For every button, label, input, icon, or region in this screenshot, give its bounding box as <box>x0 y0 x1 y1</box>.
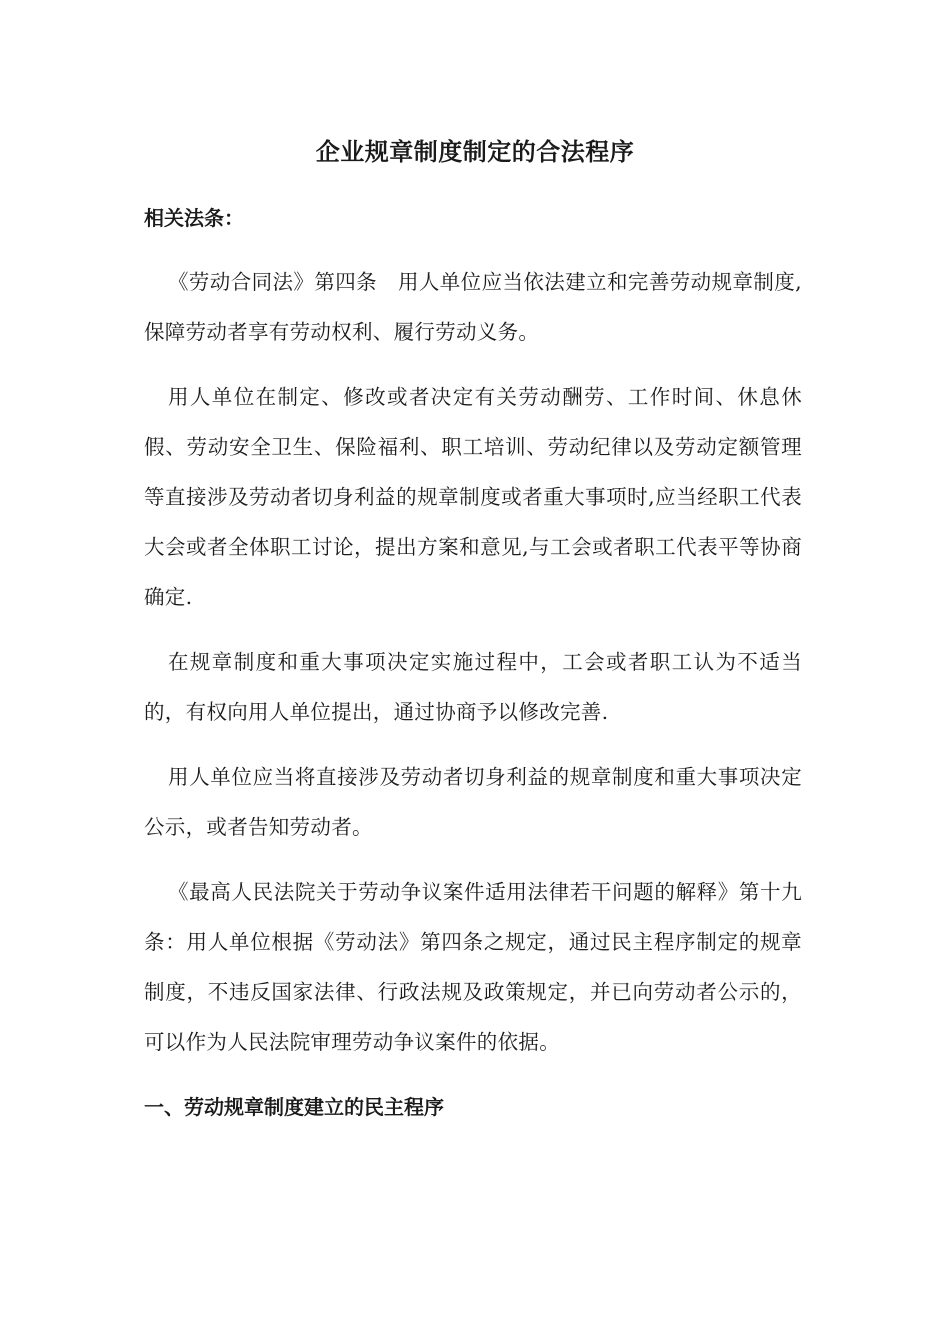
paragraph-supreme-court-interpretation: 《最高人民法院关于劳动争议案件适用法律若干问题的解释》第十九条：用人单位根据《劳动法》第四条之规定，通过民主程序制定的规章制度，不违反国家法律、行政法规及政策规定，并已向劳动者公示的，可以作为人民法院审理劳动争议案件的依据。 <box>144 880 802 1054</box>
document-title: 企业规章制度制定的合法程序 <box>315 137 635 166</box>
section-1-heading: 一、劳动规章制度建立的民主程序 <box>144 1095 444 1119</box>
paragraph-rules-implementation: 在规章制度和重大事项决定实施过程中，工会或者职工认为不适当的，有权向用人单位提出，通过协商予以修改完善. <box>144 650 802 724</box>
related-laws-heading: 相关法条： <box>144 206 244 230</box>
paragraph-labor-contract-law-article-4: 《劳动合同法》第四条 用人单位应当依法建立和完善劳动规章制度,保障劳动者享有劳动权利、履行劳动义务。 <box>144 270 802 344</box>
paragraph-rules-formulation: 用人单位在制定、修改或者决定有关劳动酬劳、工作时间、休息休假、劳动安全卫生、保险福利、职工培训、劳动纪律以及劳动定额管理等直接涉及劳动者切身利益的规章制度或者重大事项时,应当经职工代表大会或者全体职工讨论，提出方案和意见,与工会或者职工代表平等协商确定. <box>144 385 802 609</box>
paragraph-rules-publication: 用人单位应当将直接涉及劳动者切身利益的规章制度和重大事项决定公示，或者告知劳动者。 <box>144 765 802 839</box>
